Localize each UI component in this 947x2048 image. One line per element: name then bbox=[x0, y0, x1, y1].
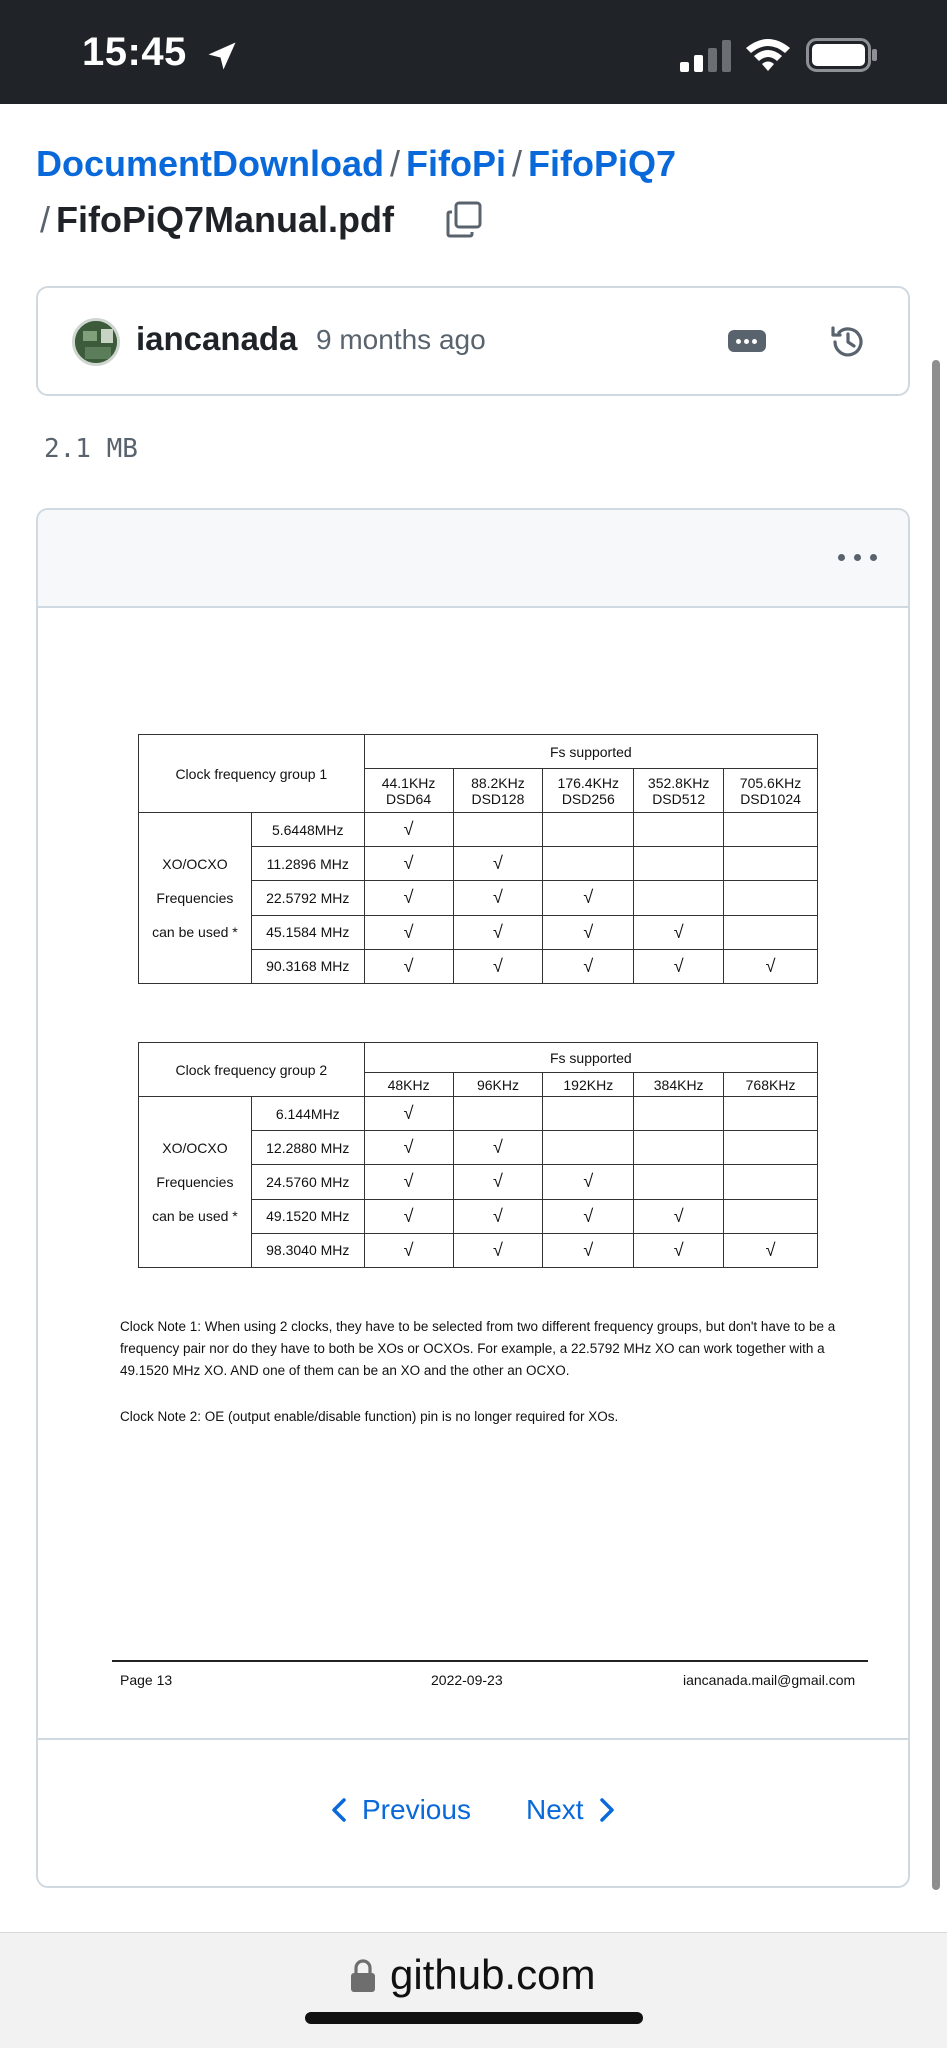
latest-commit-box bbox=[36, 286, 910, 396]
breadcrumb-separator: / bbox=[40, 199, 51, 240]
column-header: 192KHz bbox=[543, 1073, 634, 1097]
check-mark: √ bbox=[453, 847, 543, 881]
check-mark: √ bbox=[453, 1131, 543, 1165]
commit-author-link[interactable]: iancanada bbox=[136, 320, 298, 357]
check-mark: √ bbox=[364, 1131, 453, 1165]
battery-icon bbox=[806, 38, 878, 72]
check-mark: √ bbox=[453, 1199, 543, 1233]
check-mark: √ bbox=[364, 949, 453, 983]
frequency-cell: 12.2880 MHz bbox=[251, 1131, 364, 1165]
pdf-page bbox=[38, 610, 908, 1740]
frequency-cell: 22.5792 MHz bbox=[251, 881, 364, 915]
column-header: 384KHz bbox=[634, 1073, 724, 1097]
group-label: Clock frequency group 1 bbox=[139, 735, 365, 813]
wifi-icon bbox=[744, 36, 792, 72]
previous-page-button[interactable] bbox=[330, 1794, 471, 1826]
page-scrollbar[interactable] bbox=[932, 360, 940, 1890]
status-time: 15:45 bbox=[82, 30, 187, 74]
fs-supported-header: Fs supported bbox=[364, 1043, 817, 1073]
check-mark: √ bbox=[453, 1233, 543, 1267]
check-mark: √ bbox=[543, 881, 634, 915]
check-mark: √ bbox=[634, 1233, 724, 1267]
browser-url-bar[interactable] bbox=[0, 1932, 947, 2048]
history-icon[interactable] bbox=[828, 322, 868, 362]
location-arrow-icon bbox=[204, 38, 240, 74]
frequency-cell: 45.1584 MHz bbox=[251, 915, 364, 949]
frequency-table-group-2 bbox=[138, 1042, 818, 1268]
cellular-signal-icon bbox=[680, 40, 732, 72]
check-mark: √ bbox=[453, 915, 543, 949]
check-mark: √ bbox=[543, 1199, 634, 1233]
column-header: 352.8KHz DSD512 bbox=[634, 769, 724, 813]
breadcrumb-fifopiq7-link[interactable]: FifoPiQ7 bbox=[528, 143, 677, 184]
check-mark: √ bbox=[724, 1233, 818, 1267]
footer-date: 2022-09-23 bbox=[431, 1672, 503, 1688]
url-domain: github.com bbox=[390, 1951, 596, 1998]
check-mark: √ bbox=[364, 881, 453, 915]
column-header: 705.6KHz DSD1024 bbox=[724, 769, 818, 813]
frequency-cell: 5.6448MHz bbox=[251, 813, 364, 847]
chevron-right-icon bbox=[598, 1797, 616, 1823]
clock-note-1: Clock Note 1: When using 2 clocks, they have to be selected from two different frequency groups, but don't have to be a frequency pair nor do they have to both be XOs or OCXOs. For example, a 22.5792 MHz XO can work together with a 49.1520 MHz XO. AND one of them can be an XO and the other an OCXO. bbox=[120, 1319, 836, 1378]
fs-supported-header: Fs supported bbox=[364, 735, 817, 769]
column-header: 44.1KHz DSD64 bbox=[364, 769, 453, 813]
clock-note-2: Clock Note 2: OE (output enable/disable function) pin is no longer required for XOs. bbox=[120, 1409, 619, 1424]
breadcrumb-current-file: FifoPiQ7Manual.pdf bbox=[56, 199, 395, 240]
check-mark: √ bbox=[453, 881, 543, 915]
frequency-cell: 11.2896 MHz bbox=[251, 847, 364, 881]
frequency-table-group-1 bbox=[138, 734, 818, 984]
breadcrumb-root-link[interactable]: DocumentDownload bbox=[36, 143, 384, 184]
side-label: XO/OCXO Frequencies can be used * bbox=[139, 813, 252, 984]
next-label: Next bbox=[526, 1794, 584, 1825]
pdf-pagination bbox=[38, 1742, 908, 1888]
check-mark: √ bbox=[364, 1233, 453, 1267]
check-mark: √ bbox=[453, 949, 543, 983]
footer-email: iancanada.mail@gmail.com bbox=[683, 1672, 856, 1688]
check-mark: √ bbox=[634, 1199, 724, 1233]
file-size: 2.1 MB bbox=[44, 434, 138, 464]
pdf-viewer bbox=[36, 508, 910, 1888]
check-mark: √ bbox=[543, 1165, 634, 1199]
frequency-cell: 98.3040 MHz bbox=[251, 1233, 364, 1267]
commit-message-toggle-button[interactable] bbox=[728, 330, 766, 352]
frequency-cell: 49.1520 MHz bbox=[251, 1199, 364, 1233]
check-mark: √ bbox=[364, 1199, 453, 1233]
side-label: XO/OCXO Frequencies can be used * bbox=[139, 1097, 252, 1268]
check-mark: √ bbox=[543, 915, 634, 949]
group-label: Clock frequency group 2 bbox=[139, 1043, 365, 1097]
column-header: 96KHz bbox=[453, 1073, 543, 1097]
footer-divider bbox=[112, 1660, 868, 1662]
breadcrumb-fifopi-link[interactable]: FifoPi bbox=[406, 143, 506, 184]
check-mark: √ bbox=[453, 1165, 543, 1199]
status-bar bbox=[0, 0, 947, 104]
check-mark: √ bbox=[364, 915, 453, 949]
check-mark: √ bbox=[364, 1097, 453, 1131]
column-header: 176.4KHz DSD256 bbox=[543, 769, 634, 813]
frequency-cell: 6.144MHz bbox=[251, 1097, 364, 1131]
previous-label: Previous bbox=[362, 1794, 471, 1825]
avatar-image-icon bbox=[75, 321, 120, 366]
check-mark: √ bbox=[364, 813, 453, 847]
check-mark: √ bbox=[364, 847, 453, 881]
column-header: 768KHz bbox=[724, 1073, 818, 1097]
check-mark: √ bbox=[543, 949, 634, 983]
column-header: 48KHz bbox=[364, 1073, 453, 1097]
check-mark: √ bbox=[724, 949, 818, 983]
footer-page-number: Page 13 bbox=[120, 1672, 173, 1688]
chevron-left-icon bbox=[330, 1797, 348, 1823]
more-options-icon[interactable] bbox=[838, 554, 878, 564]
frequency-cell: 24.5760 MHz bbox=[251, 1165, 364, 1199]
next-page-button[interactable] bbox=[526, 1794, 616, 1826]
frequency-cell: 90.3168 MHz bbox=[251, 949, 364, 983]
breadcrumb-separator: / bbox=[390, 143, 401, 184]
viewer-header bbox=[38, 510, 908, 608]
breadcrumb-separator: / bbox=[512, 143, 523, 184]
check-mark: √ bbox=[543, 1233, 634, 1267]
check-mark: √ bbox=[364, 1165, 453, 1199]
commit-time: 9 months ago bbox=[316, 324, 486, 355]
lock-icon bbox=[350, 1959, 376, 1993]
home-indicator[interactable] bbox=[305, 2012, 643, 2024]
check-mark: √ bbox=[634, 949, 724, 983]
avatar[interactable] bbox=[72, 318, 120, 366]
check-mark: √ bbox=[634, 915, 724, 949]
column-header: 88.2KHz DSD128 bbox=[453, 769, 543, 813]
copy-path-icon[interactable] bbox=[444, 200, 484, 240]
